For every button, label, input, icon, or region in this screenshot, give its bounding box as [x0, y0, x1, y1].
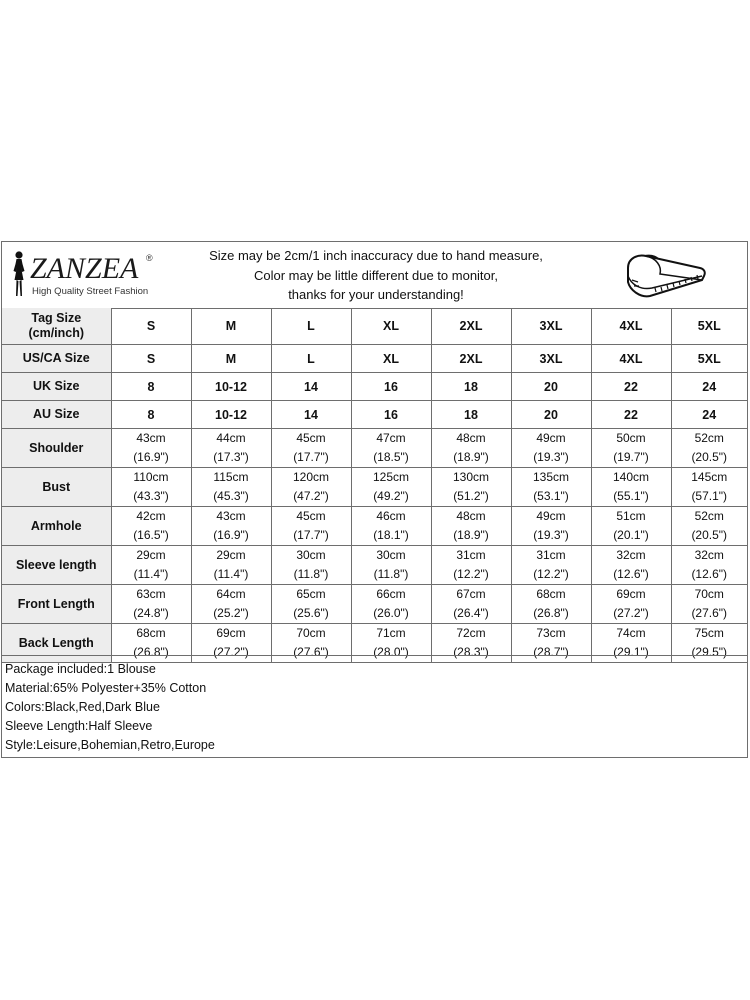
- measurement-cell: [351, 429, 431, 468]
- measurement-inch: (55.1"): [613, 489, 649, 503]
- measurement-cell: [591, 468, 671, 507]
- measurement-cell: [511, 546, 591, 585]
- measurement-cm: 49cm: [536, 431, 566, 445]
- measurement-cell: [191, 468, 271, 507]
- measurement-cm: 71cm: [376, 626, 406, 640]
- measurement-inch: (26.0"): [373, 606, 409, 620]
- measurement-inch: (51.2"): [453, 489, 489, 503]
- size-cell: 18: [431, 373, 511, 401]
- measurement-inch: (19.3"): [533, 450, 569, 464]
- measurement-cm: 72cm: [456, 626, 486, 640]
- measurement-cm: 115cm: [213, 470, 249, 484]
- measurement-inch: (27.2"): [213, 645, 249, 659]
- measurement-inch: (18.5"): [373, 450, 409, 464]
- measurement-cm: 140cm: [612, 470, 650, 484]
- row-label: Sleeve length: [2, 546, 111, 585]
- measurement-row: [2, 468, 747, 507]
- measurement-cell: [191, 585, 271, 624]
- measurement-inch: (18.9"): [453, 450, 489, 464]
- size-header-cell: L: [271, 308, 351, 345]
- measurement-cm: 69cm: [616, 587, 646, 601]
- measurement-cm: 29cm: [136, 548, 166, 562]
- standard-size-row: [2, 401, 747, 429]
- brand-logo: [8, 250, 158, 302]
- measurement-inch: (19.3"): [533, 528, 569, 542]
- detail-package: Package included:1 Blouse: [5, 662, 156, 676]
- measurement-cm: 48cm: [456, 509, 486, 523]
- measuring-tape-icon: [622, 246, 712, 306]
- measurement-inch: (25.6"): [293, 606, 329, 620]
- measurement-cell: [271, 468, 351, 507]
- measurement-cell: [191, 429, 271, 468]
- measurement-cell: [191, 507, 271, 546]
- measurement-cm: 65cm: [296, 587, 326, 601]
- row-label: Front Length: [2, 585, 111, 624]
- measurement-inch: (26.4"): [453, 606, 489, 620]
- size-cell: 10-12: [191, 373, 271, 401]
- size-cell: 18: [431, 401, 511, 429]
- measurement-cell: [111, 468, 191, 507]
- header-row: [2, 242, 747, 309]
- measurement-inch: (29.5"): [691, 645, 728, 659]
- measurement-cell: [591, 429, 671, 468]
- measurement-cm: 45cm: [296, 509, 326, 523]
- measurement-cm: 29cm: [216, 548, 246, 562]
- measurement-cm: 73cm: [536, 626, 566, 640]
- measurement-inch: (27.2"): [613, 606, 649, 620]
- measurement-cm: 66cm: [376, 587, 406, 601]
- measurement-inch: (12.6"): [613, 567, 649, 581]
- measurement-inch: (19.7"): [613, 450, 649, 464]
- measurement-cm: 120cm: [292, 470, 330, 484]
- product-details: [2, 655, 747, 755]
- measurement-inch: (25.2"): [213, 606, 249, 620]
- measurement-inch: (17.7"): [293, 528, 329, 542]
- measurement-inch: (57.1"): [691, 489, 728, 503]
- size-cell: 4XL: [591, 345, 671, 373]
- measurement-cm: 70cm: [296, 626, 326, 640]
- detail-material: Material:65% Polyester+35% Cotton: [5, 681, 207, 695]
- measurement-cm: 70cm: [694, 587, 724, 601]
- measurement-cm: 67cm: [456, 587, 486, 601]
- measurement-cell: [351, 585, 431, 624]
- measurement-cm: 63cm: [136, 587, 166, 601]
- measurement-cm: 30cm: [296, 548, 326, 562]
- measurement-row: [2, 429, 747, 468]
- measurement-inch: (18.9"): [453, 528, 489, 542]
- measurement-cm: 125cm: [372, 470, 410, 484]
- measurement-cm: 52cm: [694, 509, 724, 523]
- detail-sleeve-length: Sleeve Length:Half Sleeve: [5, 719, 153, 733]
- brand-name: ZANZEA: [30, 252, 139, 285]
- measurement-cell: [591, 546, 671, 585]
- size-cell: 5XL: [671, 345, 747, 373]
- measurement-cell: [431, 468, 511, 507]
- measurement-inch: (20.5"): [691, 450, 728, 464]
- size-chart-sheet: [1, 241, 748, 758]
- measurement-inch: (12.2"): [533, 567, 569, 581]
- measurement-inch: (11.8"): [293, 567, 329, 581]
- measurement-cm: 31cm: [456, 548, 486, 562]
- measurement-cell: [271, 507, 351, 546]
- measurement-cell: [511, 429, 591, 468]
- measurement-inch: (47.2"): [293, 489, 329, 503]
- measurement-cell: [111, 546, 191, 585]
- brand-tagline: High Quality Street Fashion: [32, 286, 149, 297]
- measurement-cell: [671, 507, 747, 546]
- measurement-cell: [431, 585, 511, 624]
- measurement-cm: 45cm: [296, 431, 326, 445]
- size-cell: 3XL: [511, 345, 591, 373]
- measurement-cm: 64cm: [216, 587, 246, 601]
- size-cell: 22: [591, 401, 671, 429]
- size-cell: 20: [511, 401, 591, 429]
- measurement-row: [2, 585, 747, 624]
- measurement-inch: (18.1"): [373, 528, 409, 542]
- measurement-cell: [191, 546, 271, 585]
- size-cell: 10-12: [191, 401, 271, 429]
- measurement-cm: 47cm: [376, 431, 406, 445]
- measurement-cm: 32cm: [694, 548, 724, 562]
- measurement-cm: 135cm: [532, 470, 570, 484]
- detail-style: Style:Leisure,Bohemian,Retro,Europe: [5, 738, 215, 752]
- measurement-cell: [271, 585, 351, 624]
- measurement-cell: [431, 546, 511, 585]
- measurement-cm: 52cm: [694, 431, 724, 445]
- measurement-cm: 74cm: [616, 626, 646, 640]
- measurement-inch: (26.8"): [133, 645, 169, 659]
- size-cell: 22: [591, 373, 671, 401]
- size-header-cell: S: [111, 308, 191, 345]
- size-cell: 8: [111, 401, 191, 429]
- measurement-cell: [351, 546, 431, 585]
- measurement-inch: (49.2"): [373, 489, 409, 503]
- measurement-cell: [111, 585, 191, 624]
- measurement-inch: (28.0"): [373, 645, 409, 659]
- measurement-cell: [431, 507, 511, 546]
- measurement-cm: 46cm: [376, 509, 406, 523]
- measurement-inch: (28.7"): [533, 645, 569, 659]
- row-label: Tag Size (cm/inch): [2, 308, 111, 345]
- row-label: UK Size: [2, 373, 111, 401]
- tag-size-row: [2, 308, 747, 345]
- measurement-cm: 48cm: [456, 431, 486, 445]
- standard-size-row: [2, 345, 747, 373]
- measurement-cm: 43cm: [216, 509, 246, 523]
- measurement-cm: 68cm: [136, 626, 166, 640]
- measurement-inch: (24.8"): [133, 606, 169, 620]
- size-cell: 16: [351, 373, 431, 401]
- row-label: Armhole: [2, 507, 111, 546]
- row-label: AU Size: [2, 401, 111, 429]
- size-cell: L: [271, 345, 351, 373]
- size-cell: 14: [271, 401, 351, 429]
- measurement-cm: 49cm: [536, 509, 566, 523]
- measurement-inch: (27.6"): [691, 606, 728, 620]
- size-header-cell: M: [191, 308, 271, 345]
- measurement-inch: (11.4"): [133, 567, 169, 581]
- measurement-cell: [271, 546, 351, 585]
- size-header-cell: 5XL: [671, 308, 747, 345]
- row-label: Bust: [2, 468, 111, 507]
- measurement-cm: 43cm: [136, 431, 166, 445]
- woman-silhouette-icon: [8, 250, 30, 300]
- measurement-cell: [431, 429, 511, 468]
- size-cell: 20: [511, 373, 591, 401]
- measurement-row: [2, 546, 747, 585]
- size-cell: M: [191, 345, 271, 373]
- standard-size-row: [2, 373, 747, 401]
- measurement-inch: (53.1"): [533, 489, 569, 503]
- measurement-cm: 42cm: [136, 509, 166, 523]
- measurement-inch: (12.6"): [691, 567, 728, 581]
- size-cell: 16: [351, 401, 431, 429]
- row-label: Back Length: [2, 624, 111, 663]
- measurement-cm: 44cm: [216, 431, 246, 445]
- measurement-cm: 30cm: [376, 548, 406, 562]
- detail-colors: Colors:Black,Red,Dark Blue: [5, 700, 160, 714]
- measurement-inch: (45.3"): [213, 489, 249, 503]
- measurement-notice: [162, 246, 590, 305]
- measurement-inch: (17.3"): [213, 450, 249, 464]
- measurement-cell: [671, 546, 747, 585]
- measurement-cm: 68cm: [536, 587, 566, 601]
- notice-line: Color may be little different due to monitor,: [254, 267, 498, 283]
- measurement-inch: (16.9"): [133, 450, 169, 464]
- measurement-cell: [511, 468, 591, 507]
- measurement-cell: [351, 468, 431, 507]
- row-label: Shoulder: [2, 429, 111, 468]
- measurement-cm: 51cm: [616, 509, 646, 523]
- measurement-inch: (11.8"): [373, 567, 409, 581]
- size-cell: S: [111, 345, 191, 373]
- measurement-inch: (26.8"): [533, 606, 569, 620]
- measurement-cm: 110cm: [133, 470, 169, 484]
- measurement-inch: (20.1"): [613, 528, 649, 542]
- measurement-cell: [671, 429, 747, 468]
- size-header-cell: XL: [351, 308, 431, 345]
- size-cell: XL: [351, 345, 431, 373]
- measurement-inch: (12.2"): [453, 567, 489, 581]
- notice-line: thanks for your understanding!: [288, 287, 464, 302]
- measurement-cell: [111, 429, 191, 468]
- measurement-inch: (16.9"): [213, 528, 249, 542]
- row-label: US/CA Size: [2, 345, 111, 373]
- size-header-cell: 2XL: [431, 308, 511, 345]
- notice-line: Size may be 2cm/1 inch inaccuracy due to hand measure,: [209, 248, 543, 263]
- measurement-inch: (27.6"): [293, 645, 329, 659]
- measurement-inch: (29.1"): [613, 645, 649, 659]
- size-header-cell: 4XL: [591, 308, 671, 345]
- size-table: [2, 308, 747, 663]
- measurement-cm: 32cm: [616, 548, 646, 562]
- measurement-cell: [511, 585, 591, 624]
- measurement-cm: 130cm: [452, 470, 490, 484]
- size-cell: 14: [271, 373, 351, 401]
- registered-mark: ®: [146, 253, 153, 263]
- measurement-cm: 31cm: [536, 548, 566, 562]
- measurement-row: [2, 507, 747, 546]
- measurement-inch: (28.3"): [453, 645, 489, 659]
- measurement-cm: 75cm: [694, 626, 724, 640]
- size-cell: 2XL: [431, 345, 511, 373]
- measurement-inch: (17.7"): [293, 450, 329, 464]
- measurement-cell: [351, 507, 431, 546]
- measurement-cm: 50cm: [616, 431, 646, 445]
- measurement-cell: [271, 429, 351, 468]
- measurement-inch: (16.5"): [133, 528, 169, 542]
- measurement-cell: [671, 585, 747, 624]
- measurement-cell: [591, 585, 671, 624]
- size-cell: 8: [111, 373, 191, 401]
- measurement-cell: [111, 507, 191, 546]
- size-header-cell: 3XL: [511, 308, 591, 345]
- measurement-cm: 145cm: [691, 470, 728, 484]
- measurement-inch: (43.3"): [133, 489, 169, 503]
- size-cell: 24: [671, 373, 747, 401]
- measurement-cm: 69cm: [216, 626, 246, 640]
- measurement-cell: [511, 507, 591, 546]
- measurement-cell: [671, 468, 747, 507]
- measurement-cell: [591, 507, 671, 546]
- measurement-inch: (20.5"): [691, 528, 728, 542]
- size-cell: 24: [671, 401, 747, 429]
- measurement-inch: (11.4"): [213, 567, 249, 581]
